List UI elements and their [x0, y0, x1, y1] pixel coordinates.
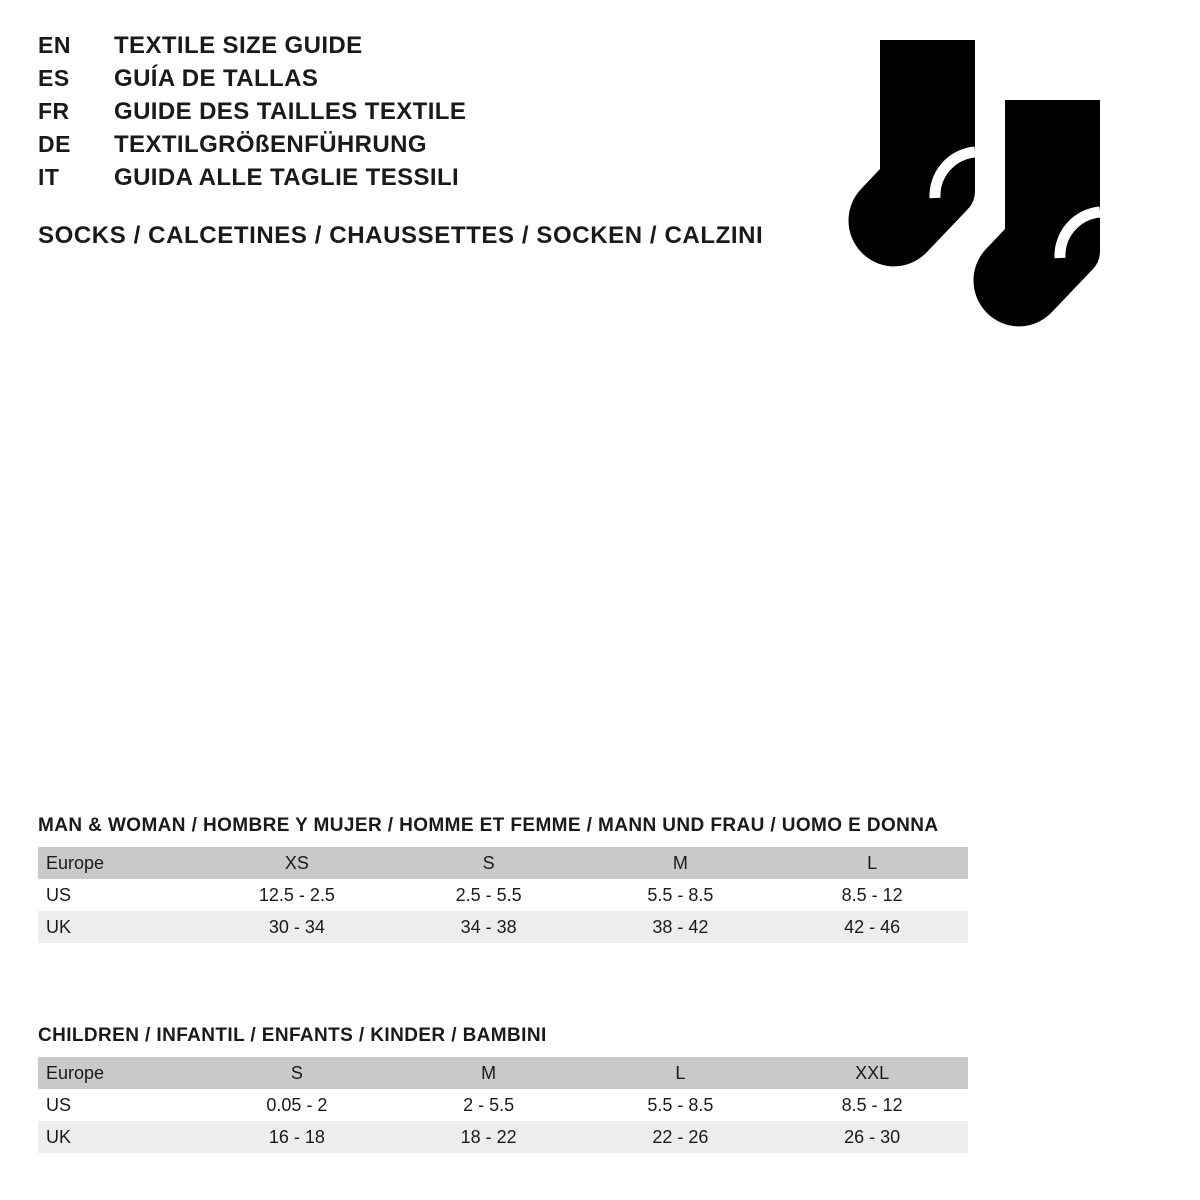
- socks-icon: [805, 30, 1135, 360]
- table-cell: 12.5 - 2.5: [201, 879, 393, 911]
- table-header-cell: Europe: [38, 1057, 201, 1089]
- table-cell: 30 - 34: [201, 911, 393, 943]
- table-header-cell: XXL: [776, 1057, 968, 1089]
- language-row: [38, 98, 738, 131]
- table-header-cell: L: [776, 847, 968, 879]
- table-cell: 22 - 26: [585, 1121, 777, 1153]
- table-row: [38, 879, 968, 911]
- language-title: GUÍA DE TALLAS: [114, 65, 319, 92]
- table-cell: 5.5 - 8.5: [585, 879, 777, 911]
- language-code: FR: [38, 98, 70, 124]
- table-cell: 0.05 - 2: [201, 1089, 393, 1121]
- table-header-cell: M: [393, 1057, 585, 1089]
- table-row-label: US: [38, 1089, 201, 1121]
- table-cell: 2 - 5.5: [393, 1089, 585, 1121]
- table-header-cell: XS: [201, 847, 393, 879]
- table-header-cell: S: [201, 1057, 393, 1089]
- language-row: [38, 164, 738, 197]
- table-cell: 16 - 18: [201, 1121, 393, 1153]
- table-cell: 8.5 - 12: [776, 1089, 968, 1121]
- table-row: [38, 911, 968, 943]
- language-row: [38, 65, 738, 98]
- table-row-label: UK: [38, 1121, 201, 1153]
- table-header-row: [38, 847, 968, 879]
- size-table-children: [38, 1057, 968, 1153]
- table-header-cell: S: [393, 847, 585, 879]
- language-row: [38, 32, 738, 65]
- language-title: GUIDE DES TAILLES TEXTILE: [114, 98, 467, 125]
- language-code: DE: [38, 131, 71, 157]
- table-section-man-woman: [38, 815, 968, 943]
- table-cell: 38 - 42: [585, 911, 777, 943]
- table-header-cell: L: [585, 1057, 777, 1089]
- language-code: IT: [38, 164, 60, 190]
- table-cell: 42 - 46: [776, 911, 968, 943]
- table-row: [38, 1089, 968, 1121]
- table-title: CHILDREN / INFANTIL / ENFANTS / KINDER / BAMBINI: [38, 1025, 547, 1046]
- language-title: TEXTILGRÖßENFÜHRUNG: [114, 131, 427, 158]
- language-title: GUIDA ALLE TAGLIE TESSILI: [114, 164, 460, 191]
- table-header-cell: M: [585, 847, 777, 879]
- table-header-cell: Europe: [38, 847, 201, 879]
- language-title-block: [38, 32, 738, 197]
- table-header-row: [38, 1057, 968, 1089]
- table-row-label: US: [38, 879, 201, 911]
- language-code: EN: [38, 32, 71, 58]
- table-cell: 18 - 22: [393, 1121, 585, 1153]
- table-section-children: [38, 1025, 968, 1153]
- language-title: TEXTILE SIZE GUIDE: [114, 32, 363, 59]
- language-row: [38, 131, 738, 164]
- table-row: [38, 1121, 968, 1153]
- table-row-label: UK: [38, 911, 201, 943]
- table-cell: 34 - 38: [393, 911, 585, 943]
- size-table-man-woman: [38, 847, 968, 943]
- language-code: ES: [38, 65, 70, 91]
- table-cell: 8.5 - 12: [776, 879, 968, 911]
- table-cell: 5.5 - 8.5: [585, 1089, 777, 1121]
- table-cell: 2.5 - 5.5: [393, 879, 585, 911]
- table-cell: 26 - 30: [776, 1121, 968, 1153]
- table-title: MAN & WOMAN / HOMBRE Y MUJER / HOMME ET FEMME / MANN UND FRAU / UOMO E DONNA: [38, 815, 939, 836]
- product-category-line: SOCKS / CALCETINES / CHAUSSETTES / SOCKEN / CALZINI: [38, 222, 764, 249]
